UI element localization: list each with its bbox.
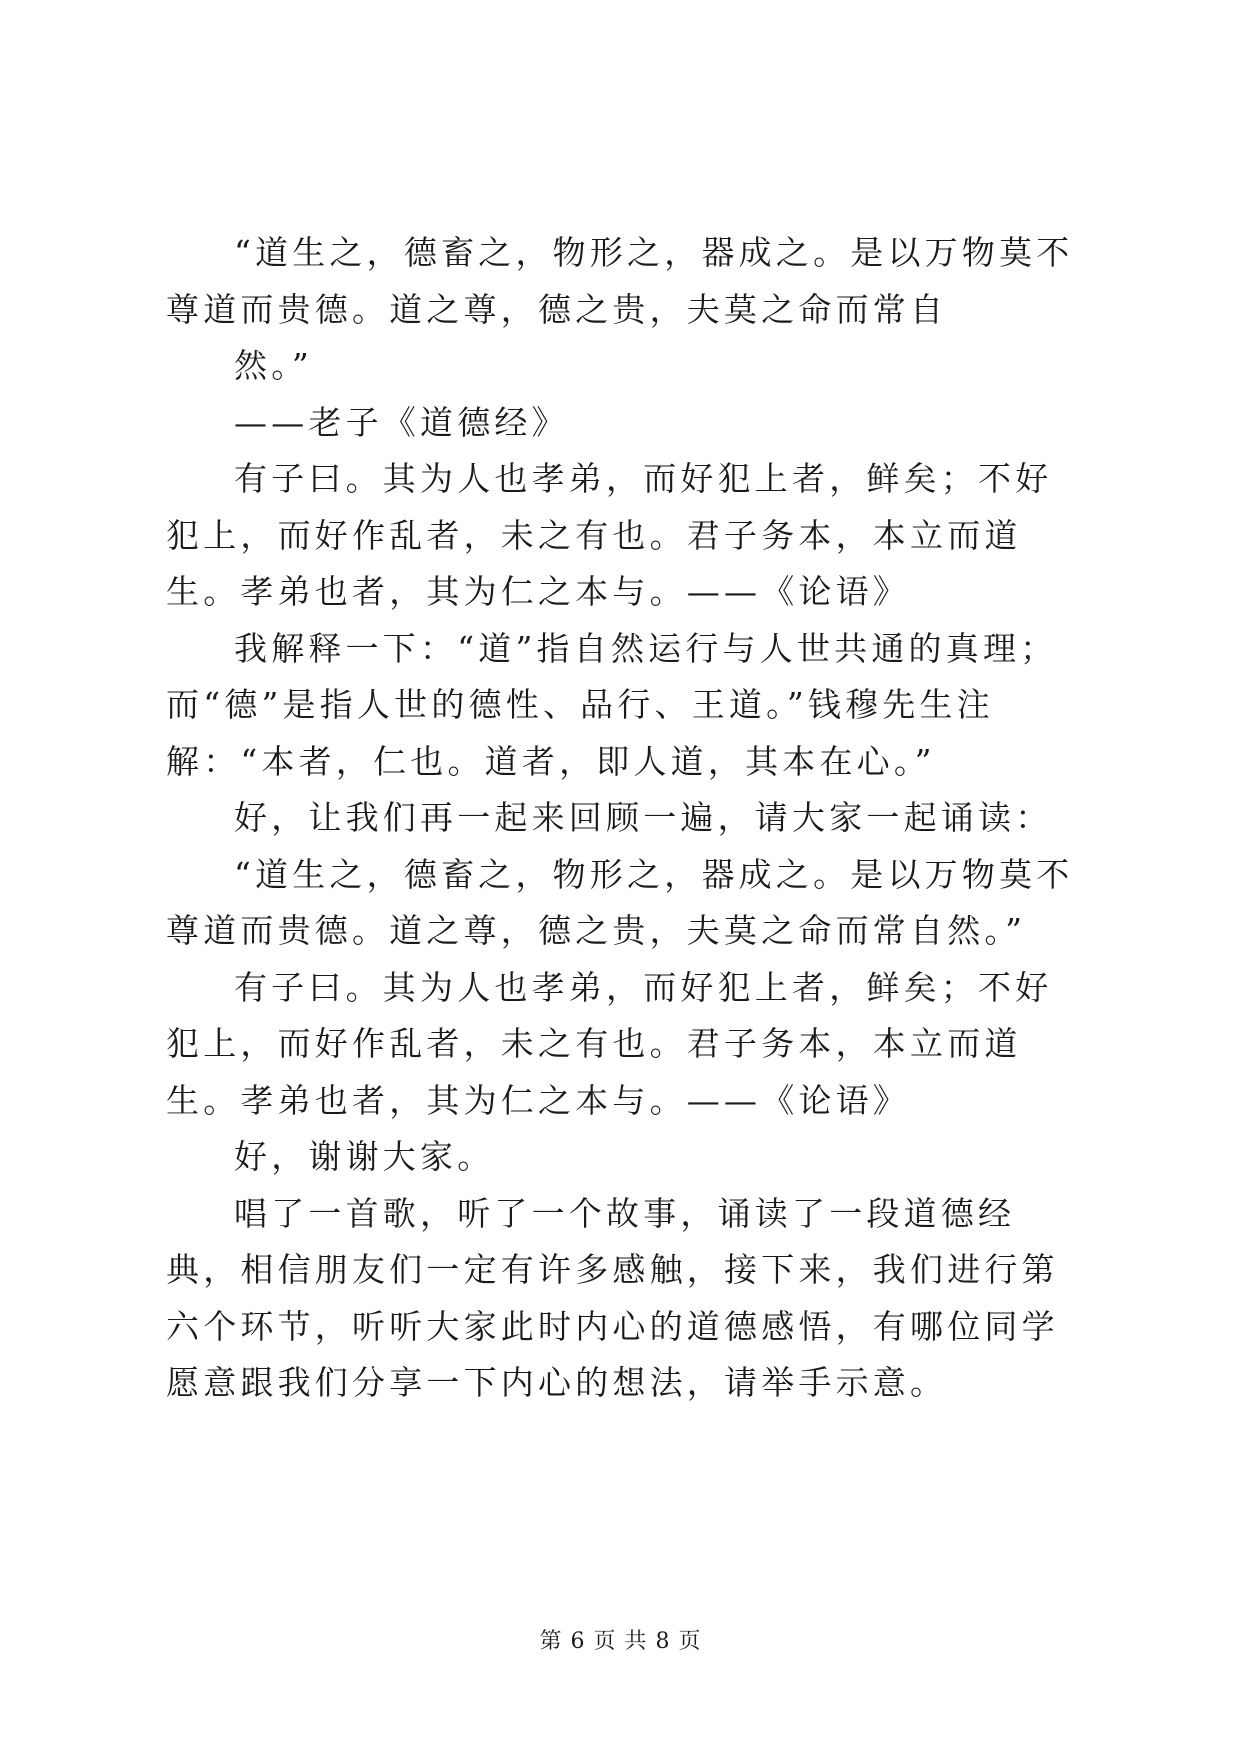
explanation-paragraph: 我解释一下：“道”指自然运行与人世共通的真理；而“德”是指人世的德性、品行、王道。”钱穆先生注解：“本者，仁也。道者，即人道，其本在心。”	[166, 628, 1058, 781]
review-intro-paragraph: 好，让我们再一起来回顾一遍，请大家一起诵读：	[234, 798, 1053, 837]
quote-attribution: ——老子《道德经》	[234, 402, 569, 442]
quote-daodejing-paragraph: “道生之，德畜之，物形之，器成之。是以万物莫不尊道而贵德。道之尊，德之贵，夫莫之命而常自	[166, 233, 1074, 329]
quote-daodejing-ending: 然。”	[234, 346, 313, 385]
thanks-paragraph: 好，谢谢大家。	[234, 1137, 495, 1176]
sharing-invitation-paragraph: 唱了一首歌，听了一个故事，诵读了一段道德经典，相信朋友们一定有许多感触，接下来，我们进行第六个环节，听听大家此时内心的道德感悟，有哪位同学愿意跟我们分享一下内心的想法，请举手示意。	[166, 1193, 1059, 1402]
recital-lunyu-paragraph: 有子曰。其为人也孝弟，而好犯上者，鲜矣；不好犯上，而好作乱者，未之有也。君子务本，本立而道生。孝弟也者，其为仁之本与。——《论语》	[166, 967, 1053, 1120]
recital-daodejing-paragraph: “道生之，德畜之，物形之，器成之。是以万物莫不尊道而贵德。道之尊，德之贵，夫莫之命而常自然。”	[166, 854, 1074, 950]
quote-lunyu-paragraph: 有子曰。其为人也孝弟，而好犯上者，鲜矣；不好犯上，而好作乱者，未之有也。君子务本，本立而道生。孝弟也者，其为仁之本与。——《论语》	[166, 459, 1053, 611]
document-body	[166, 225, 1081, 1412]
page-number-footer: 第 6 页 共 8 页	[539, 1629, 702, 1654]
